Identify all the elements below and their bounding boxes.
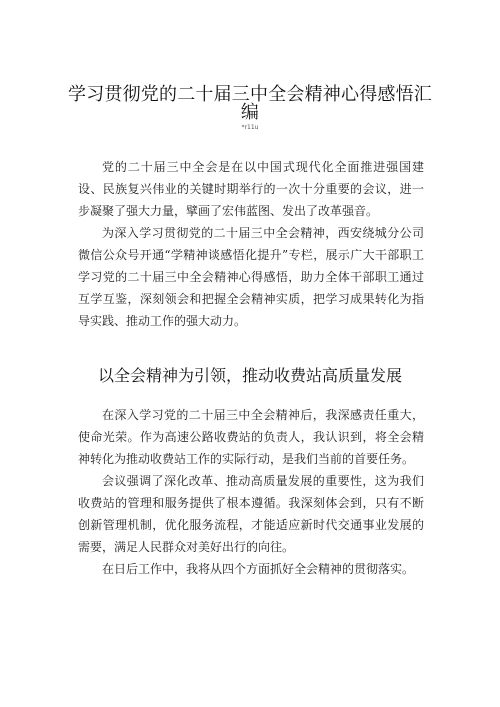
section-heading: 以全会精神为引领，推动收费站高质量发展 (97, 366, 402, 385)
section-body (78, 404, 424, 580)
document-title: 学习贯彻党的二十届三中全会精神心得感悟汇编 (68, 84, 432, 123)
intro-paragraph-2: 为深入学习贯彻党的二十届三中全会精神，西安绕城分公司微信公众号开通“学精神谈感悟化提升”专栏，展示广大干部职工学习党的二十届三中全会精神心得感悟，助力全体干部职工通过互学互鉴，深刻领会和把握全会精神实质，把学习成果转化为指导实践、推动工作的强大动力。 (78, 226, 424, 328)
section-paragraph-1: 在深入学习党的二十届三中全会精神后，我深感责任重大，使命光荣。作为高速公路收费站的负责人，我认识到，将全会精神转化为推动收费站工作的实际行动，是我们当前的首要任务。 (78, 408, 424, 466)
intro-section (78, 156, 424, 332)
section-paragraph-2: 会议强调了深化改革、推动高质量发展的重要性，这为我们收费站的管理和服务提供了根本遵循。我深刻体会到，只有不断创新管理机制，优化服务流程，才能适应新时代交通事业发展的需要，满足人民群众对美好出行的向往。 (78, 474, 424, 554)
document-subtitle: *r11u (241, 124, 259, 131)
intro-paragraph-1: 党的二十届三中全会是在以中国式现代化全面推进强国建设、民族复兴伟业的关键时期举行的一次十分重要的会议，进一步凝聚了强大力量，擘画了宏伟蓝图、发出了改革强音。 (78, 160, 424, 218)
section-paragraph-3: 在日后工作中，我将从四个方面抓好全会精神的贯彻落实。 (102, 562, 415, 576)
